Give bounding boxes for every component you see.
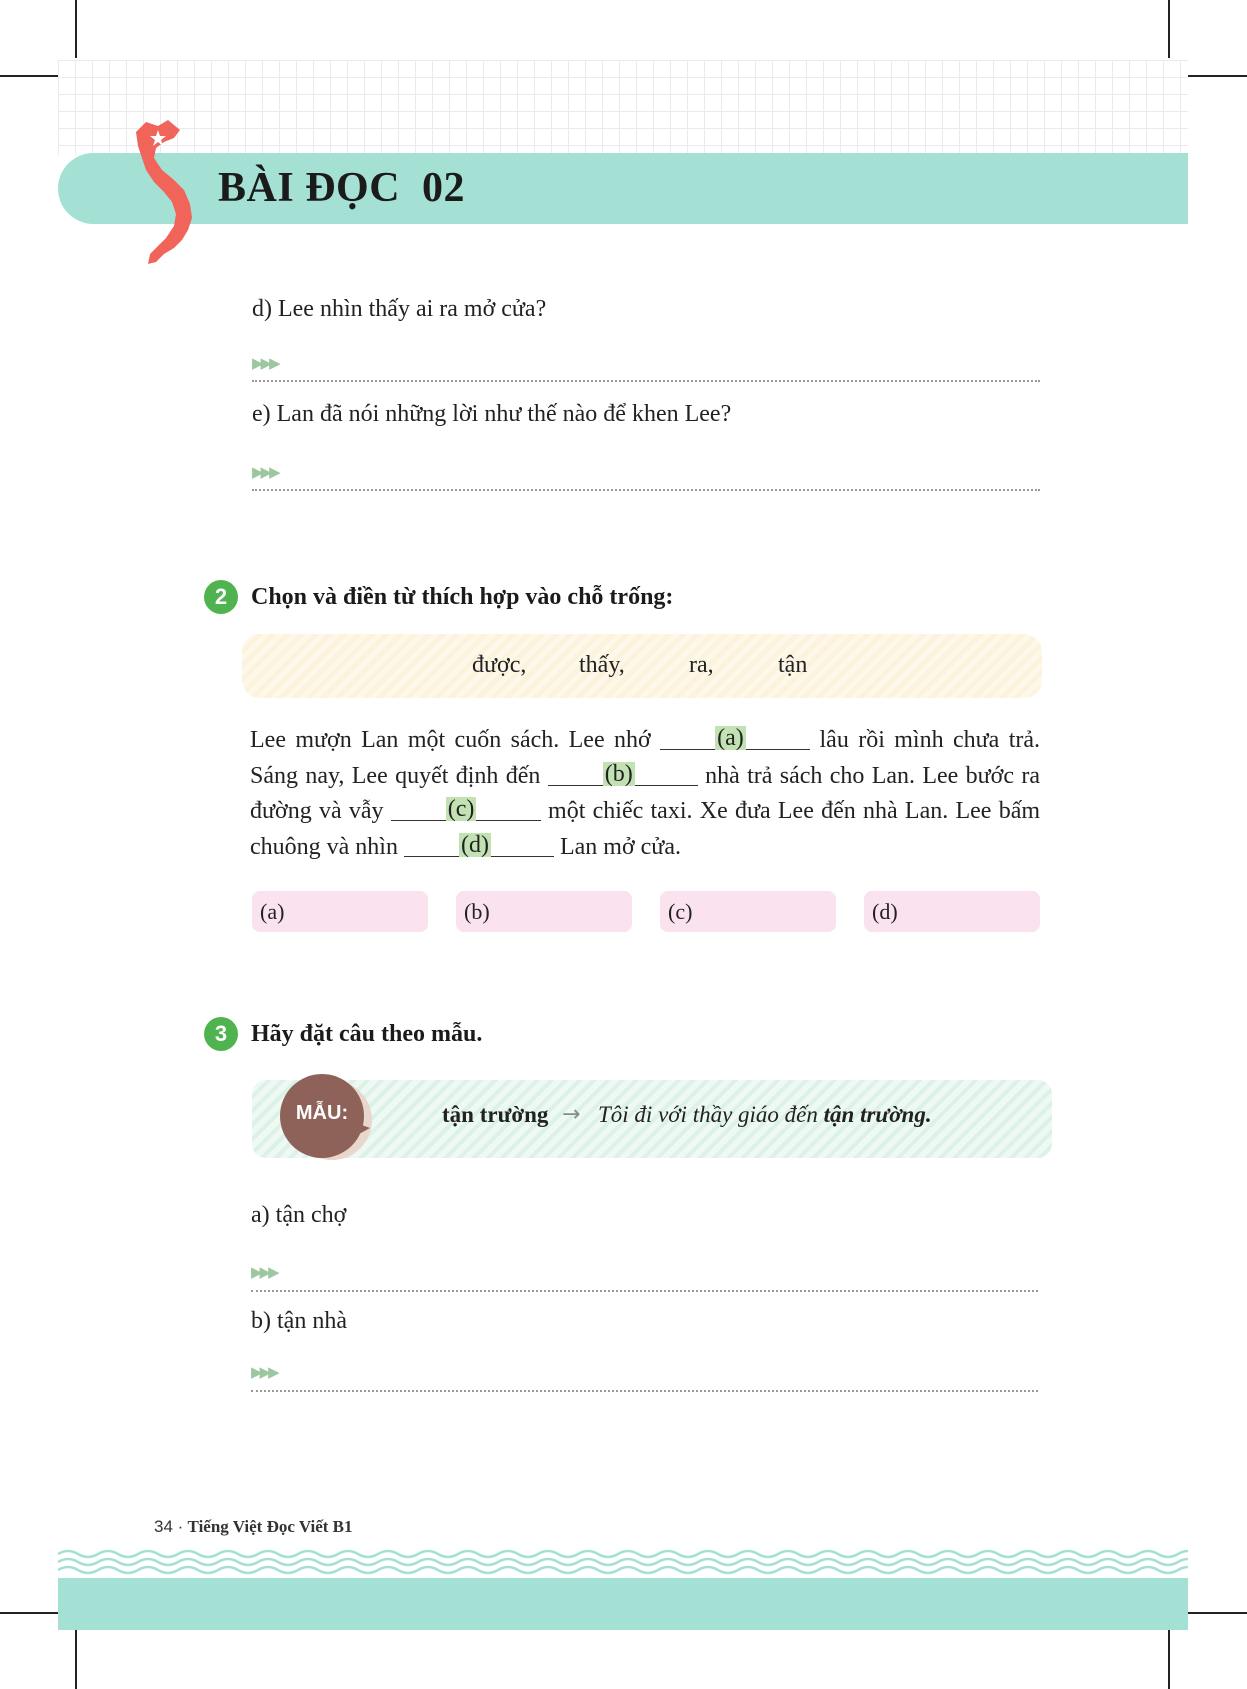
word-bank xyxy=(242,634,1042,698)
answer-arrow-icon: ▶▶▶ xyxy=(251,1265,277,1281)
crop-mark xyxy=(0,1612,58,1614)
answer-line-a[interactable] xyxy=(251,1290,1038,1292)
paragraph-text: Lee mượn Lan một cuốn sách. Lee nhớ xyxy=(250,727,651,753)
item-b: b) tận nhà xyxy=(251,1308,347,1334)
question-d: d) Lee nhìn thấy ai ra mở cửa? xyxy=(252,296,547,322)
blank-b[interactable] xyxy=(548,759,698,786)
word-bank-item: tận xyxy=(778,652,808,678)
page-number: 34 · xyxy=(154,1517,184,1536)
answer-box-d[interactable]: (d) xyxy=(864,891,1040,932)
word-bank-item: thấy, xyxy=(579,652,625,678)
footer-bar xyxy=(58,1578,1188,1630)
blank-label: (b) xyxy=(604,760,633,787)
paragraph-text: nhà trả sách cho Lan. Lee bước ra đường và vẫy xyxy=(250,762,1041,824)
book-title: Tiếng Việt Đọc Viết B1 xyxy=(187,1517,353,1536)
question-e: e) Lan đã nói những lời như thế nào để khen Lee? xyxy=(252,401,732,427)
answer-arrow-icon: ▶▶▶ xyxy=(252,356,278,372)
paragraph-text: lâu rồi mình chưa trả. Sáng nay, Lee quyết định đến xyxy=(250,727,1041,789)
page-title: BÀI ĐỌC 02 xyxy=(218,165,466,211)
sample-label: MẪU: xyxy=(295,1102,349,1124)
sample-word: tận trường xyxy=(442,1102,549,1127)
crop-mark xyxy=(1188,75,1247,77)
arrow-right-icon: → xyxy=(562,1102,581,1127)
paragraph-text: một chiếc taxi. Xe đưa Lee đến nhà Lan. Lee bấm chuông và nhìn xyxy=(250,798,1041,860)
crop-mark xyxy=(1168,0,1170,58)
blank-label: (c) xyxy=(447,796,475,822)
word-bank-item: được, xyxy=(472,652,527,678)
grid-background xyxy=(58,60,1188,155)
crop-mark xyxy=(75,0,77,58)
answer-box-b[interactable]: (b) xyxy=(456,891,632,932)
crop-mark xyxy=(1188,1612,1247,1614)
sample-sentence-text: Tôi đi với thầy giáo đến xyxy=(598,1102,824,1127)
page-footer xyxy=(154,1517,353,1537)
exercise-heading: Hãy đặt câu theo mẫu. xyxy=(251,1021,483,1047)
crop-mark xyxy=(1168,1630,1170,1689)
exercise-number-badge: 2 xyxy=(204,580,238,614)
sample-sentence-bold: tận trường. xyxy=(823,1102,932,1127)
crop-mark xyxy=(0,75,58,77)
blank-label: (d) xyxy=(460,831,489,858)
answer-line-e[interactable] xyxy=(252,489,1040,491)
sample-sentence xyxy=(598,1102,932,1128)
item-a: a) tận chợ xyxy=(251,1202,347,1228)
crop-mark xyxy=(75,1630,77,1689)
answer-box-c[interactable]: (c) xyxy=(660,891,836,932)
answer-arrow-icon: ▶▶▶ xyxy=(251,1365,277,1381)
exercise-number-badge: 3 xyxy=(204,1017,238,1051)
fill-in-paragraph xyxy=(250,723,1040,865)
blank-c[interactable] xyxy=(391,794,541,821)
paragraph-text: Lan mở cửa. xyxy=(559,833,681,860)
blank-a[interactable] xyxy=(660,723,810,750)
answer-line-b[interactable] xyxy=(251,1390,1038,1392)
blank-d[interactable] xyxy=(404,830,554,857)
blank-label: (a) xyxy=(717,725,744,751)
word-bank-item: ra, xyxy=(689,652,714,678)
answer-box-a[interactable]: (a) xyxy=(252,891,428,932)
vietnam-map-icon xyxy=(128,118,208,266)
answer-line-d[interactable] xyxy=(252,380,1040,382)
exercise-heading: Chọn và điền từ thích hợp vào chỗ trống: xyxy=(251,584,674,610)
answer-arrow-icon: ▶▶▶ xyxy=(252,465,278,481)
